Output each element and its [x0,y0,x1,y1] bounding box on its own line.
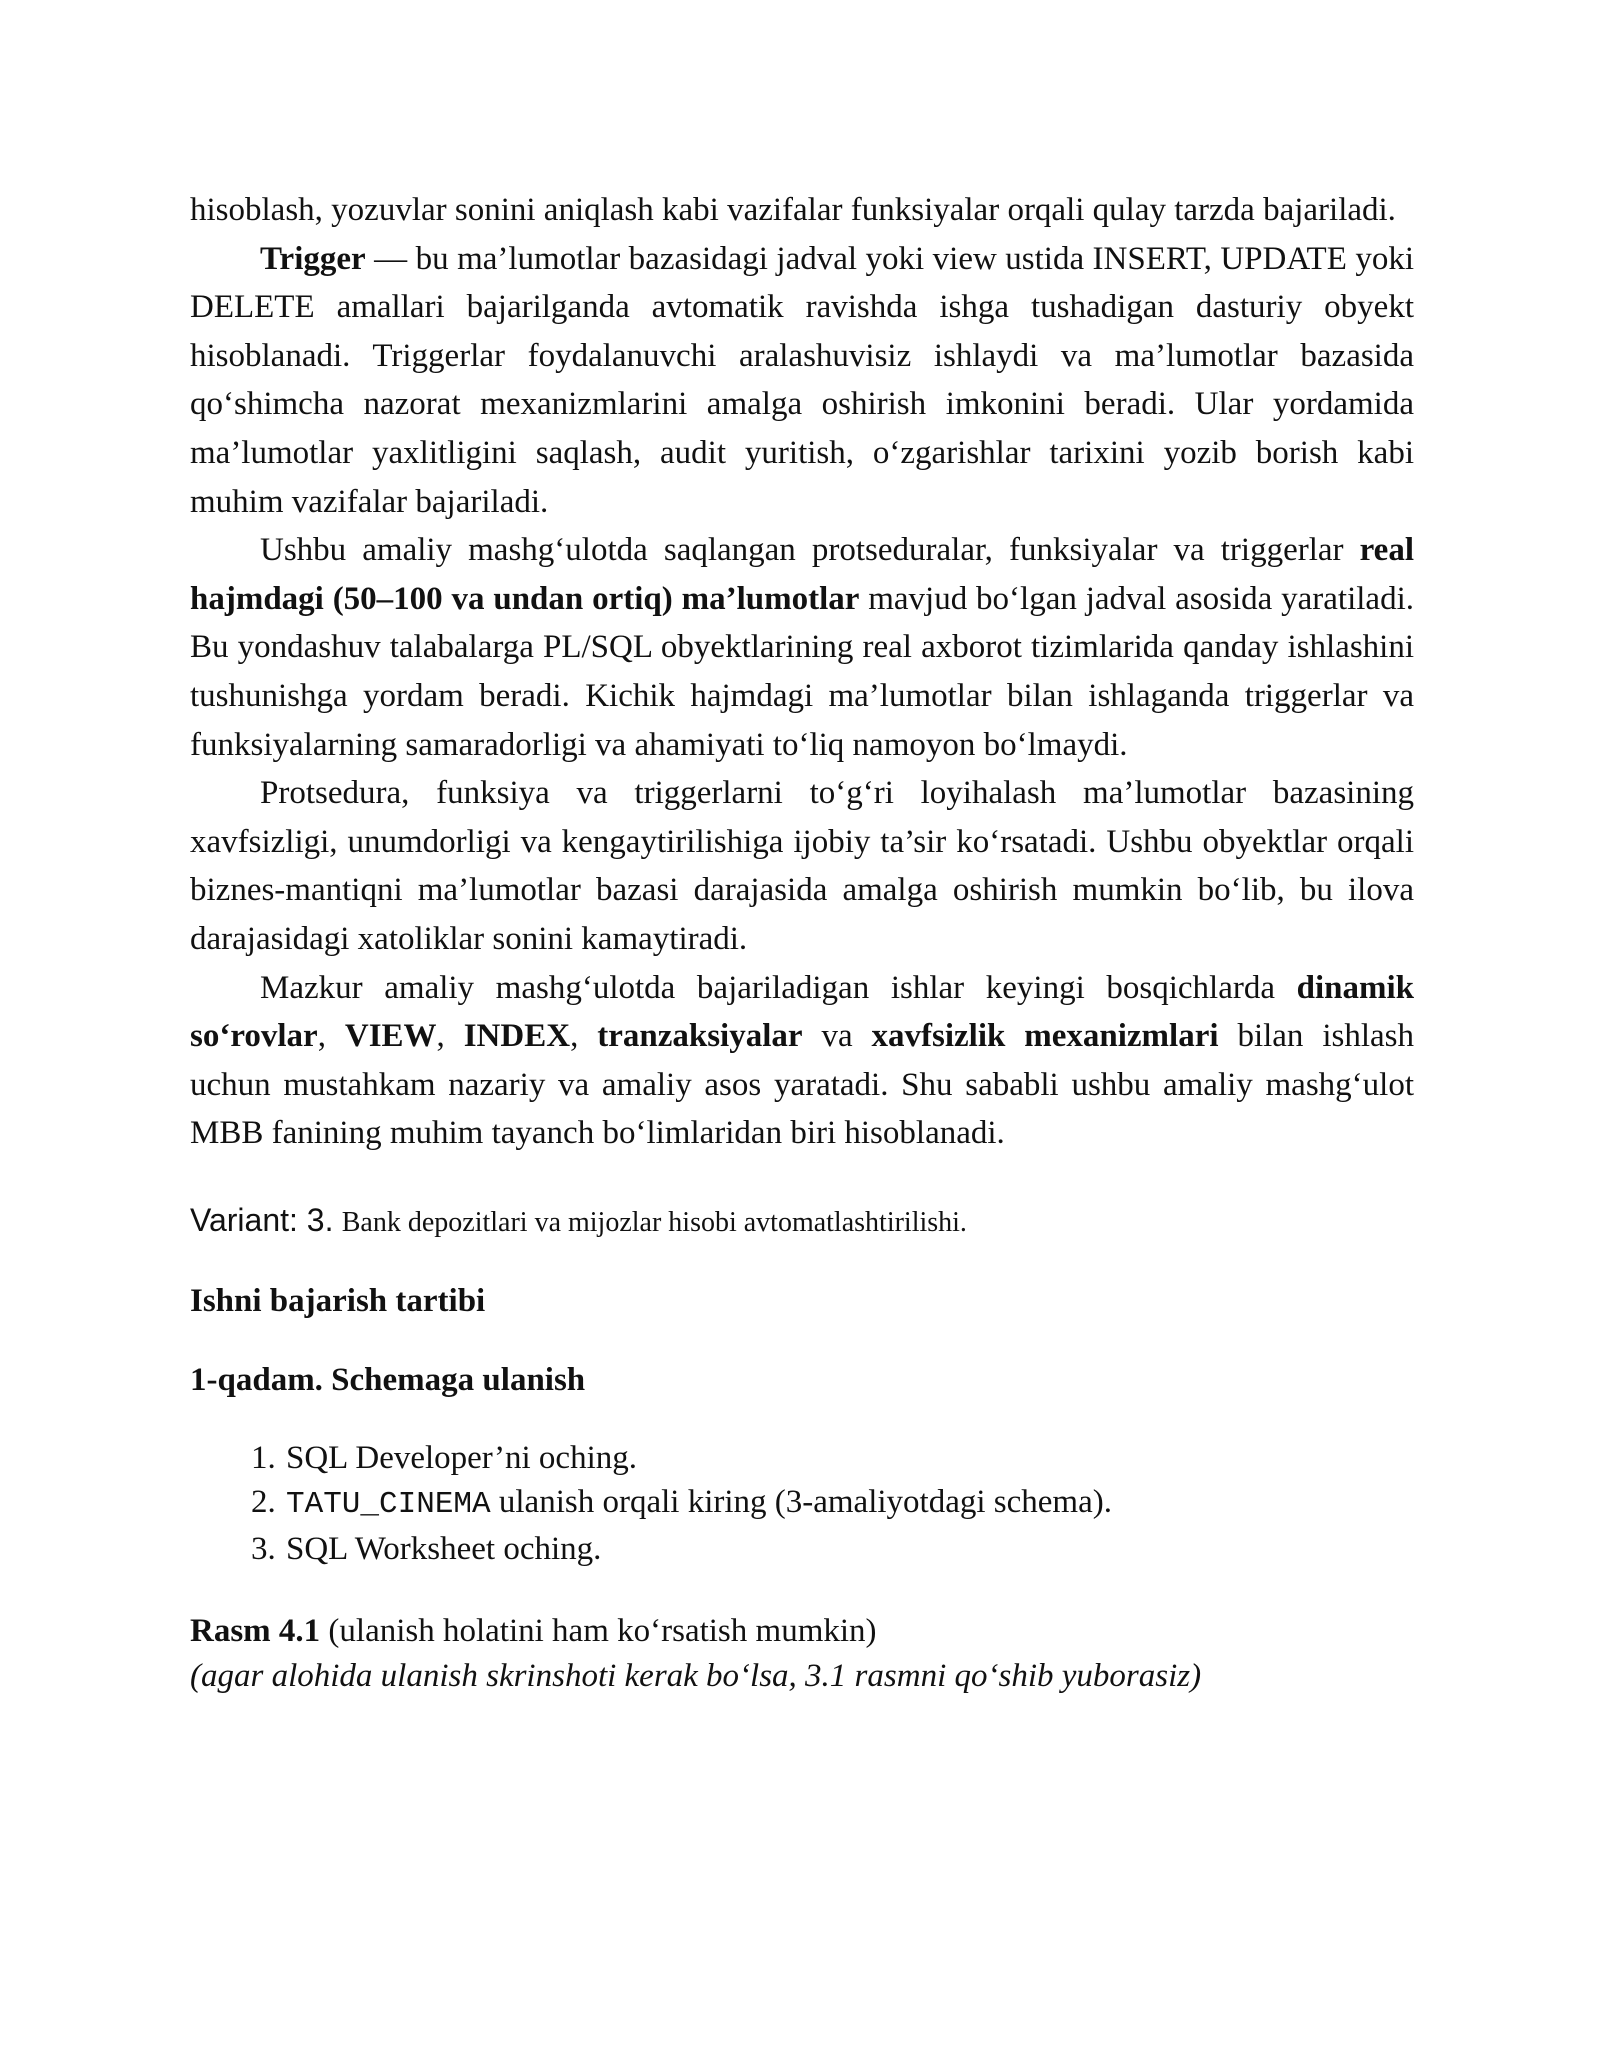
term-trigger: Trigger [260,240,366,277]
separator-text: va [802,1018,872,1055]
paragraph-text: Ushbu amaliy mashg‘ulotda saqlangan protseduralar, funksiyalar va triggerlar [260,532,1360,569]
paragraph-text: — bu ma’lumotlar bazasidagi jadval yoki view ustida INSERT, UPDATE yoki DELETE amallari bajarilganda avtomatik ravishda ishga tushadigan dasturiy obyekt hisoblanadi. Triggerlar foydalanuvchi aralashuvisiz ishlaydi va ma’lumotlar bazasida qo‘shimcha nazorat mexanizmlarini amalga oshirish imkonini beradi. Ular yordamida ma’lumotlar yaxlitligini saqlash, audit yuritish, o‘zgarishlar tarixini yozib borish kabi muhim vazifalar bajariladi. [190,240,1414,520]
paragraph-real-data [190,526,1414,769]
emphasis-view: VIEW [344,1018,437,1055]
variant-text: Bank depozitlari va mijozlar hisobi avtomatlashtirilishi. [341,1206,967,1238]
emphasis-transactions: tranzaksiyalar [597,1018,803,1055]
paragraph-next-steps [190,964,1414,1158]
paragraph-text: Protsedura, funksiya va triggerlarni to‘g‘ri loyihalash ma’lumotlar bazasining xavfsizligi, unumdorligi va kengaytirilishiga ijobiy ta’sir ko‘rsatadi. Ushbu obyektlar orqali biznes-mantiqni ma’lumotlar bazasi darajasida amalga oshirish mumkin bo‘lib, bu ilova darajasidagi xatoliklar sonini kamaytiradi. [190,775,1414,957]
list-item-text: ulanish orqali kiring (3-amaliyotdagi schema). [490,1483,1112,1520]
document-page [190,186,1414,1699]
emphasis-index: INDEX [463,1018,571,1055]
paragraph-design-benefits [190,769,1414,963]
figure-caption-line [190,1609,1414,1654]
list-item-text: SQL Developer’ni oching. [286,1439,637,1476]
figure-note [190,1654,1414,1699]
paragraph-text: mavjud bo‘lgan jadval asosida yaratiladi. Bu yondashuv talabalarga PL/SQL obyektlarining real axborot tizimlarida qanday ishlashini tushunishga yordam beradi. Kichik hajmdagi ma’lumotlar bilan ishlaganda triggerlar va funksiyalarning samaradorligi va ahamiyati to‘liq namoyon bo‘lmaydi. [190,580,1414,763]
connection-name: TATU_CINEMA [286,1486,491,1522]
paragraph-text: Mazkur amaliy mashg‘ulotda bajariladigan ishlar keyingi bosqichlarda [260,969,1297,1006]
emphasis-security: xavfsizlik mexanizmlari [871,1018,1219,1055]
variant-label: Variant: 3. [190,1201,334,1238]
section-heading: Ishni bajarish tartibi [190,1282,486,1319]
list-item-text: SQL Worksheet oching. [286,1530,602,1567]
figure-caption [190,1609,1414,1699]
list-item [284,1480,1414,1527]
figure-label: Rasm 4.1 [190,1612,321,1649]
paragraph-trigger-definition [190,235,1414,527]
variant-line [190,1196,1414,1247]
paragraph-functions-end [190,186,1414,235]
paragraph-text: hisoblash, yozuvlar sonini aniqlash kabi vazifalar funksiyalar orqali qulay tarzda bajariladi. [190,192,1396,228]
figure-note-text: (agar alohida ulanish skrinshoti kerak bo‘lsa, 3.1 rasmni qo‘shib yuborasiz) [190,1657,1202,1694]
separator-text: , [317,1018,345,1055]
emphasis-real-data: real hajmdagi (50–100 va undan ortiq) ma’lumotlar [190,532,1414,617]
separator-text: , [436,1018,464,1055]
paragraph-text: bilan ishlash uchun mustahkam nazariy va amaliy asos yaratadi. Shu sababli ushbu amaliy mashg‘ulot MBB fanining muhim tayanch bo‘limlaridan biri hisoblanadi. [190,1018,1415,1152]
emphasis-dynamic-queries: dinamik so‘rovlar [190,969,1414,1055]
steps-list [190,1436,1414,1571]
figure-caption-text: (ulanish holatini ham ko‘rsatish mumkin) [320,1612,877,1649]
list-item [284,1527,1414,1571]
step-heading: 1-qadam. Schemaga ulanish [190,1361,586,1398]
list-item [284,1436,1414,1480]
separator-text: , [570,1018,598,1055]
